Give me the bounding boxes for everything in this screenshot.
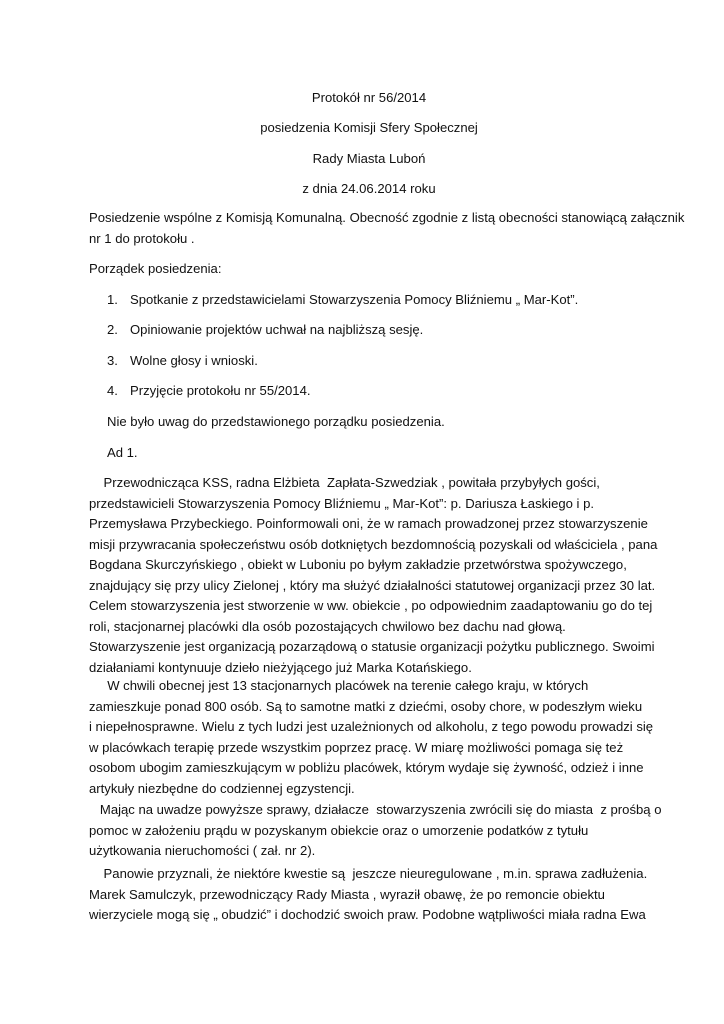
agenda-item [107,290,647,311]
council-subtitle: Rady Miasta Luboń [312,151,426,166]
paragraph-1 [89,473,658,678]
paragraph-line: w placówkach terapię przede wszystkim poprzez pracę. W miarę możliwości pomaga się też [89,739,624,755]
agenda-item-text: Spotkanie z przedstawicielami Stowarzyszenia Pomocy Bliźniemu „ Mar-Kot”. [130,292,579,307]
paragraph-line: roli, stacjonarnej placówki dla osób pozostających chwilowo bez dachu nad głową. [89,618,566,634]
paragraph-line: przedstawicieli Stowarzyszenia Pomocy Bliźniemu „ Mar-Kot”: p. Dariusza Łaskiego i p. [89,495,595,511]
paragraph-3 [89,800,662,862]
paragraph-line: misji przywracania społeczeństwu osób dotkniętych bezdomnością pozyskali od właściciela , pana [89,536,658,552]
ad-heading: Ad 1. [107,445,138,460]
paragraph-4 [89,864,649,926]
paragraph-line: znajdujący się przy ulicy Zielonej , który ma służyć działalności statutowej organizacji przez 30 lat. [89,577,656,593]
paragraph-line: Mając na uwadze powyższe sprawy, działacze stowarzyszenia zwrócili się do miasta z prośbą o [89,802,662,817]
paragraph-line: Stowarzyszenie jest organizacją pozarządową o statusie organizacji pożytku publicznego. Swoimi [89,639,655,654]
protocol-title: Protokół nr 56/2014 [311,90,427,105]
agenda-item-text: Przyjęcie protokołu nr 55/2014. [130,383,311,398]
agenda-item-number: 2. [107,322,118,337]
agenda-item-number: 1. [107,292,118,307]
paragraph-line: pomoc w założeniu prądu w pozyskanym obiekcie oraz o umorzenie podatków z tytułu [89,822,589,838]
agenda-item [107,351,647,372]
paragraph-line: osobom ubogim zamieszkującym w pobliżu placówek, którym wydaje się żywność, odzież i inne [89,760,644,775]
paragraph-line: i niepełnosprawne. Wielu z tych ludzi jest uzależnionych od alkoholu, z tego powodu prowadzi się [89,719,654,734]
paragraph-line: Bogdana Skurczyńskiego , obiekt w Luboniu po byłym zakładzie przetwórstwa spożywczego, [89,557,627,572]
paragraph-line: działaniami kontynuuje dzieło nieżyjącego już Marka Kotańskiego. [89,659,472,675]
intro-line: nr 1 do protokołu . [89,230,195,246]
intro-paragraph [89,208,685,249]
paragraph-line: Panowie przyznali, że niektóre kwestie są jeszcze nieuregulowane , m.in. sprawa zadłużenia. [89,866,648,881]
paragraph-line: Marek Samulczyk, przewodniczący Rady Miasta , wyraził obawę, że po remoncie obiektu [89,886,605,902]
paragraph-2 [89,676,654,799]
paragraph-line: Celem stowarzyszenia jest stworzenie w ww. obiekcie , po odpowiednim zaadaptowaniu go do tej [89,598,653,613]
agenda-item-number: 4. [107,383,118,398]
paragraph-line: wierzyciele mogą się „ obudzić” i dochodzić swoich praw. Podobne wątpliwości miała radna Ewa [89,907,646,922]
agenda-item-text: Wolne głosy i wnioski. [130,353,258,368]
paragraph-line: zamieszkuje ponad 800 osób. Są to samotne matki z dziećmi, osoby chore, w podeszłym wieku [89,698,643,714]
agenda-item [107,381,647,402]
intro-line: Posiedzenie wspólne z Komisją Komunalną. Obecność zgodnie z listą obecności stanowiącą załącznik [89,210,685,225]
date-subtitle: z dnia 24.06.2014 roku [302,181,436,196]
committee-subtitle: posiedzenia Komisji Sfery Społecznej [260,120,478,135]
agenda-item-text: Opiniowanie projektów uchwał na najbliższą sesję. [130,322,424,337]
agenda-item [107,320,647,341]
paragraph-line: Przemysława Przybeckiego. Poinformowali oni, że w ramach prowadzonej przez stowarzyszenie [89,516,648,531]
paragraph-line: artykuły niezbędne do codziennej egzystencji. [89,780,355,796]
agenda-item-number: 3. [107,353,118,368]
paragraph-line: W chwili obecnej jest 13 stacjonarnych placówek na terenie całego kraju, w których [89,678,589,693]
paragraph-line: użytkowania nieruchomości ( zał. nr 2). [89,843,316,858]
agenda-note: Nie było uwag do przedstawionego porządku posiedzenia. [107,414,445,429]
paragraph-line: Przewodnicząca KSS, radna Elżbieta Zapłata-Szwedziak , powitała przybyłych gości, [89,475,600,490]
agenda-heading: Porządek posiedzenia: [89,261,222,276]
